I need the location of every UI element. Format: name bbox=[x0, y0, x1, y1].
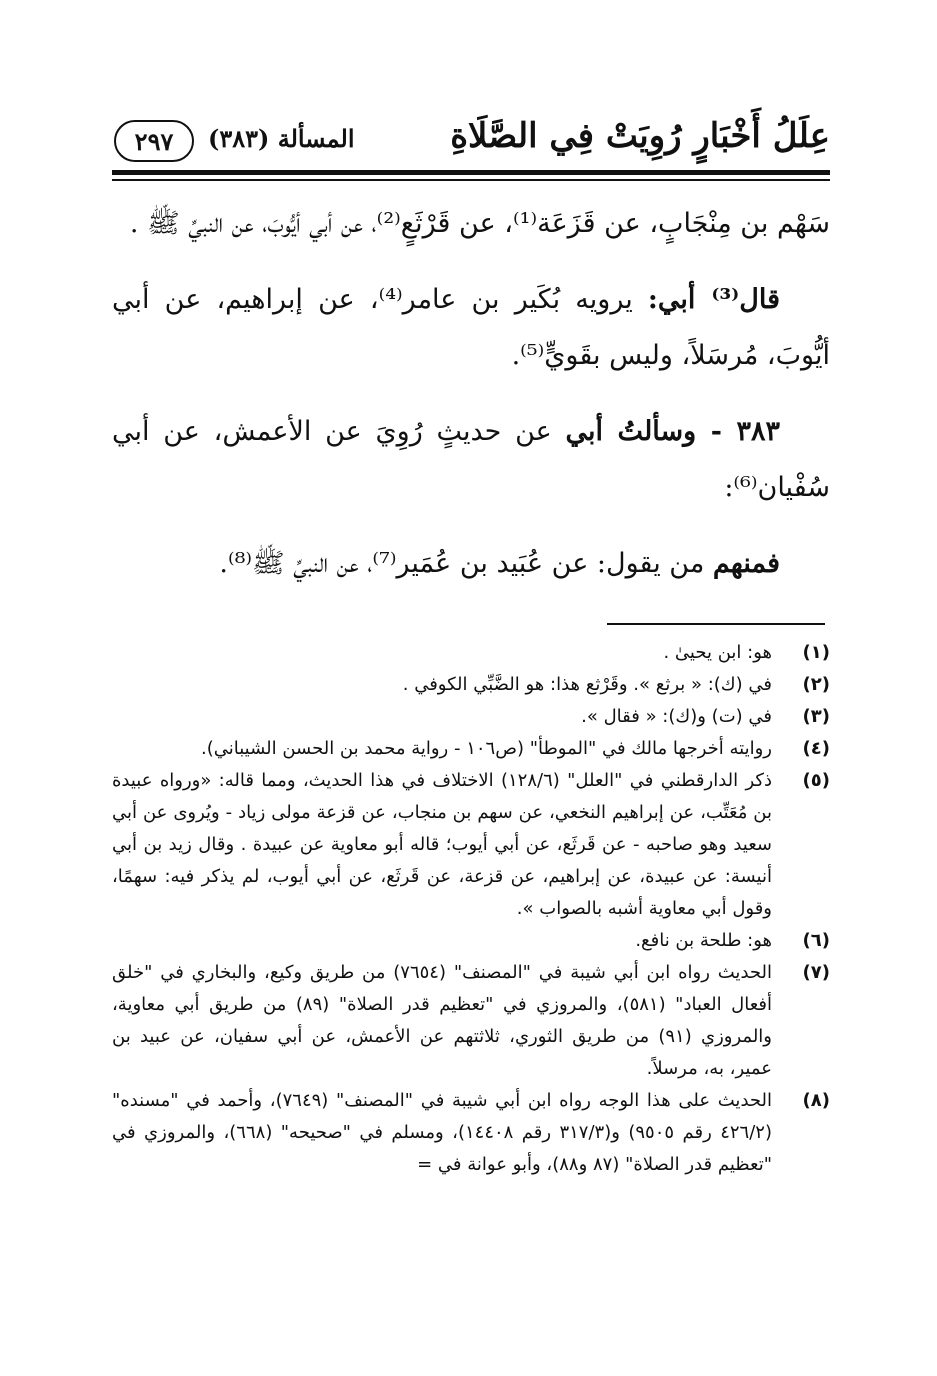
header-rule-thin bbox=[112, 179, 830, 181]
paragraph-1-text: سَهْم بن مِنْجَابٍ، عن قَزَعَة⁽¹⁾، عن قَرْثَعٍ⁽²⁾، عن أبي أيُّوبَ، عن النبيِّ ﷺ . bbox=[129, 208, 830, 239]
paragraph-2-text: يرويه بُكَير بن عامر⁽⁴⁾، عن إبراهيم، عن أبي أيُّوبَ، مُرسَلاً، وليس بقَويٍّ⁽⁵⁾. bbox=[112, 284, 830, 371]
footnote-number: (٢) bbox=[802, 674, 830, 695]
footnote-number: (٧) bbox=[802, 962, 830, 983]
paragraph-3 bbox=[112, 404, 830, 516]
footnote-5 bbox=[112, 765, 830, 925]
book-title: عِلَلُ أَخْبَارٍ رُوِيَتْ فِي الصَّلَاةِ bbox=[450, 116, 830, 156]
footnote-1 bbox=[112, 637, 830, 669]
running-header bbox=[112, 112, 830, 170]
footnote-text: الحديث رواه ابن أبي شيبة في "المصنف" (٧٦٥٤) من طريق وكيع، والبخاري في "خلق أفعال العباد" (٥٨١)، والمروزي في "تعظيم قدر الصلاة" (٨٩) من طريق أبي معاوية، والمروزي (٩١) من طريق الثوري، ثلاثتهم عن الأعمش، عن أبي سفيان، عن عبيد بن عمير، به، مرسلاً. bbox=[112, 962, 773, 1079]
footnote-number: (٣) bbox=[802, 706, 830, 727]
footnote-text: في (ك): « برثع ». وقَرْثع هذا: هو الضَّبِّي الكوفي . bbox=[402, 674, 772, 695]
footnote-text: الحديث على هذا الوجه رواه ابن أبي شيبة في "المصنف" (٧٦٤٩)، وأحمد في "مسنده" (٤٢٦/٢ رقم ٩٥٠٥) و(٣١٧/٣ رقم ١٤٤٠٨)، ومسلم في "صحيحه" (٦٦٨)، والمروزي في "تعظيم قدر الصلاة" (٨٧ و٨٨)، وأبو عوانة في = bbox=[112, 1090, 772, 1175]
paragraph-4-lead: فمنهم bbox=[712, 548, 780, 579]
footnote-3 bbox=[112, 701, 830, 733]
paragraph-2 bbox=[112, 272, 830, 384]
footnote-text: في (ت) و(ك): « فقال ». bbox=[581, 706, 772, 727]
footnote-number: (٦) bbox=[802, 930, 830, 951]
footnotes bbox=[112, 637, 830, 1181]
footnote-separator bbox=[607, 623, 825, 625]
footnote-2 bbox=[112, 669, 830, 701]
footnote-6 bbox=[112, 925, 830, 957]
paragraph-4-text: من يقول: عن عُبَيد بن عُمَير⁽⁷⁾، عن النبيِّ ﷺ⁽⁸⁾. bbox=[219, 548, 713, 579]
footnote-8 bbox=[112, 1085, 830, 1181]
footnote-7 bbox=[112, 957, 830, 1085]
footnote-number: (٤) bbox=[802, 738, 830, 759]
footnote-4 bbox=[112, 733, 830, 765]
footnote-number: (٥) bbox=[802, 770, 830, 791]
footnote-text: ذكر الدارقطني في "العلل" (١٢٨/٦) الاختلاف في هذا الحديث، ومما قاله: «ورواه عبيدة بن مُعَتِّب، عن إبراهيم النخعي، عن سهم بن منجاب، عن قزعة مولى زياد - ويُروى عن أبي سعيد وهو صاحبه - عن قَرثَع، عن أبي أيوب؛ قاله أبو معاوية عن عبيدة . وقال زيد بن أبي أنيسة: عن عبيدة، عن إبراهيم، عن قزعة، عن قَرثَع، عن أبي أيوب، لم يذكر فيه: سهمًا، وقول أبي معاوية أشبه بالصواب ». bbox=[112, 770, 772, 919]
footnote-text: روايته أخرجها مالك في "الموطأ" (ص١٠٦ - رواية محمد بن الحسن الشيباني). bbox=[200, 738, 772, 759]
paragraph-1 bbox=[112, 196, 830, 252]
header-rule-thick bbox=[112, 170, 830, 175]
paragraph-4 bbox=[112, 536, 830, 592]
footnote-text: هو: طلحة بن نافع. bbox=[635, 930, 772, 951]
paragraph-3-lead: ٣٨٣ - وسألتُ أبي bbox=[565, 416, 780, 447]
paragraph-3-text: عن حديثٍ رُوِيَ عن الأعمش، عن أبي سُفْيان⁽⁶⁾: bbox=[112, 416, 830, 503]
footnote-number: (١) bbox=[802, 642, 830, 663]
page-number: ٢٩٧ bbox=[114, 120, 194, 162]
issue-label: المسألة (٣٨٣) bbox=[208, 124, 355, 153]
main-text bbox=[112, 196, 830, 612]
footnote-number: (٨) bbox=[802, 1090, 830, 1111]
footnote-text: هو: ابن يحيىٰ . bbox=[663, 642, 772, 663]
paragraph-2-lead: قال⁽³⁾ أبي: bbox=[647, 284, 780, 315]
